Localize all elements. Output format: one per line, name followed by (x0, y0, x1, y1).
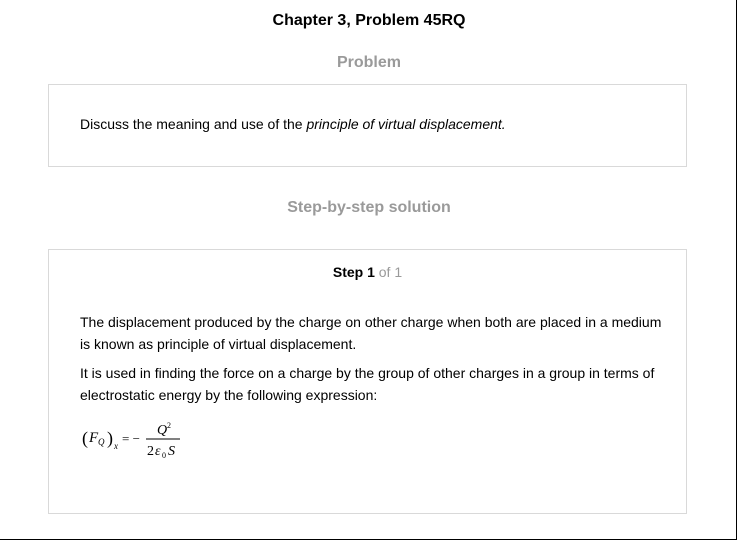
problem-text-italic: principle of virtual displacement. (306, 116, 506, 132)
formula-outer-subscript: x (114, 441, 118, 451)
step-indicator (49, 264, 686, 280)
formula-lhs-subscript: Q (98, 437, 105, 447)
formula-denominator-subscript: 0 (162, 451, 166, 460)
formula-equals-minus: = − (122, 431, 140, 446)
solution-paragraph-2: It is used in finding the force on a charge by the group of other charges in a group in terms of electrostatic energy by the following expression: (80, 365, 655, 403)
force-formula (80, 420, 200, 464)
step-total: of 1 (374, 264, 403, 280)
formula-denominator-symbol: ε (155, 444, 161, 459)
formula-rparen: ) (107, 428, 113, 448)
formula-numerator-power: 2 (167, 421, 171, 430)
formula-lhs-symbol: F (89, 430, 99, 446)
problem-heading: Problem (336, 54, 401, 71)
problem-box (48, 84, 687, 167)
solution-heading: Step-by-step solution (287, 199, 451, 216)
formula-denominator-tail: S (168, 444, 175, 459)
solution-box (48, 249, 687, 514)
page-title: Chapter 3, Problem 45RQ (272, 12, 466, 29)
formula-denominator-coef: 2 (147, 444, 154, 459)
formula-lparen: ( (82, 428, 88, 448)
solution-paragraph-1: The displacement produced by the charge on other charge when both are placed in a medium is known as principle of virtual displacement. (80, 314, 662, 352)
step-number: Step 1 (332, 264, 375, 280)
problem-text (80, 116, 506, 132)
formula-numerator: Q (157, 423, 168, 438)
problem-text-plain: Discuss the meaning and use of the (80, 116, 307, 132)
